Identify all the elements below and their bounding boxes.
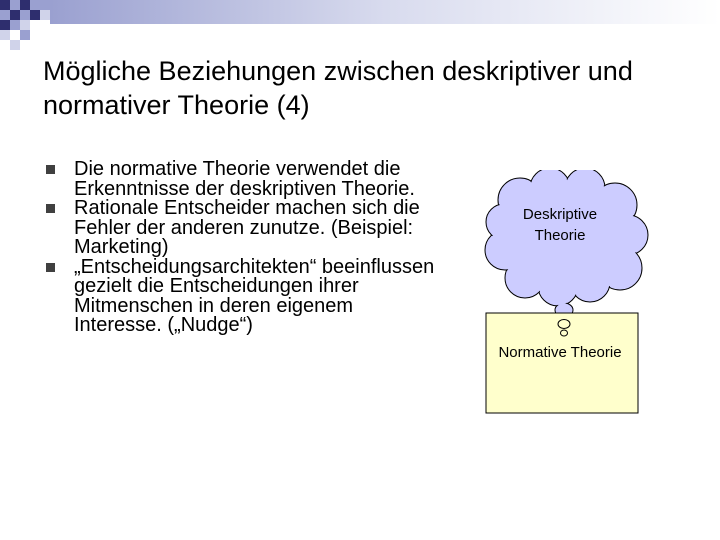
bullet-item [44, 160, 444, 199]
cloud-label: Deskriptive Theorie [522, 206, 598, 244]
bullet-text: Die normative Theorie verwendet die Erkenntnisse der deskriptiven Theorie. [74, 158, 415, 200]
bullet-item [44, 199, 444, 258]
bullet-text: Rationale Entscheider machen sich die Fehler der anderen zunutze. (Beispiel: Marketing) [74, 197, 420, 258]
slide-title: Mögliche Beziehungen zwischen deskriptiver und normativer Theorie (4) [43, 56, 633, 120]
theory-diagram [480, 170, 650, 420]
box-label: Normative Theorie [498, 344, 622, 361]
square-bullet-icon [46, 204, 55, 213]
bullet-text: „Entscheidungsarchitekten“ beeinflussen gezielt die Entscheidungen ihrer Mitmenschen in deren eigenem Interesse. („Nudge“) [74, 255, 435, 336]
square-bullet-icon [46, 263, 55, 272]
header-decoration [0, 0, 720, 50]
bullet-item [44, 255, 444, 336]
square-bullet-icon [46, 165, 55, 174]
bullet-list [44, 160, 444, 336]
